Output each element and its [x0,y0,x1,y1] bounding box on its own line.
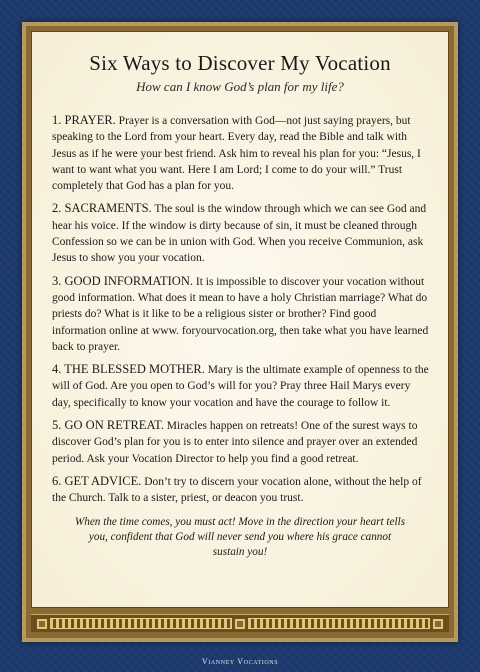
item-text: Mary is the ultimate example of openness to the will of God. Are you open to God’s will for you? Pray three Hail Marys every day, specifically to know your vocation and have the courage to follow it. [52,364,429,409]
item-text: Don’t try to discern your vocation alone, without the help of the Church. Talk to a sister, priest, or deacon you trust. [52,475,422,505]
item-text: It is impossible to discover your vocation without good information. What does it mean to have a holy Christian marriage? What do priests do? What is it like to be a religious sister or brother? Find good information online at www. foryourvocation.org, then take what you have learned back to prayer. [52,275,429,353]
document-card [22,22,458,642]
item-heading: 2. SACRAMENTS. [52,201,152,216]
decorative-border [31,614,449,632]
page-subtitle: How can I know God’s plan for my life? [136,79,344,94]
list-item [52,473,430,507]
ornament-icon [235,619,245,629]
list-item [52,200,430,266]
item-text: The soul is the window through which we can see God and hear his voice. If the window is dirty because of sin, it must be cleaned through Confession so we can be in union with God. When you receive Communion, ask Jesus to show you your vocation. [52,203,427,265]
ornament-band [248,618,430,629]
vocation-list [52,112,430,507]
parchment-panel [31,31,449,608]
item-heading: 6. GET ADVICE. [52,473,142,488]
list-item [52,273,430,355]
closing-quote: When the time comes, you must act! Move in the direction your heart tells you, confident that God will never send you where his grace cannot sustain you! [74,515,406,558]
list-item [52,112,430,194]
item-heading: 1. PRAYER. [52,113,116,127]
item-heading: 5. GO ON RETREAT. [52,418,164,433]
frame [26,26,454,638]
item-text: Miracles happen on retreats! One of the surest ways to discover God’s plan for you is to enter into silence and prayer over an extended period. Ask your Vocation Director to help you find a good retreat. [52,420,418,465]
footer-brand: Vianney Vocations [201,657,279,666]
item-heading: 3. GOOD INFORMATION. [52,273,193,288]
ornament-icon [37,619,47,629]
list-item [52,361,430,411]
page-title: Six Ways to Discover My Vocation [89,51,391,75]
list-item [52,417,430,467]
item-text: Prayer is a conversation with God—not just saying prayers, but speaking to the Lord from your heart. Every day, read the Bible and talk with Jesus as if he were your best friend. Ask him to reveal his plan for you: “Jesus, I want to want what you want. Here I am Lord; I come to do your will.” Trust completely that God has a plan for you. [52,115,421,193]
item-heading: 4. THE BLESSED MOTHER. [52,362,205,377]
ornament-icon [433,619,443,629]
ornament-band [50,618,232,629]
